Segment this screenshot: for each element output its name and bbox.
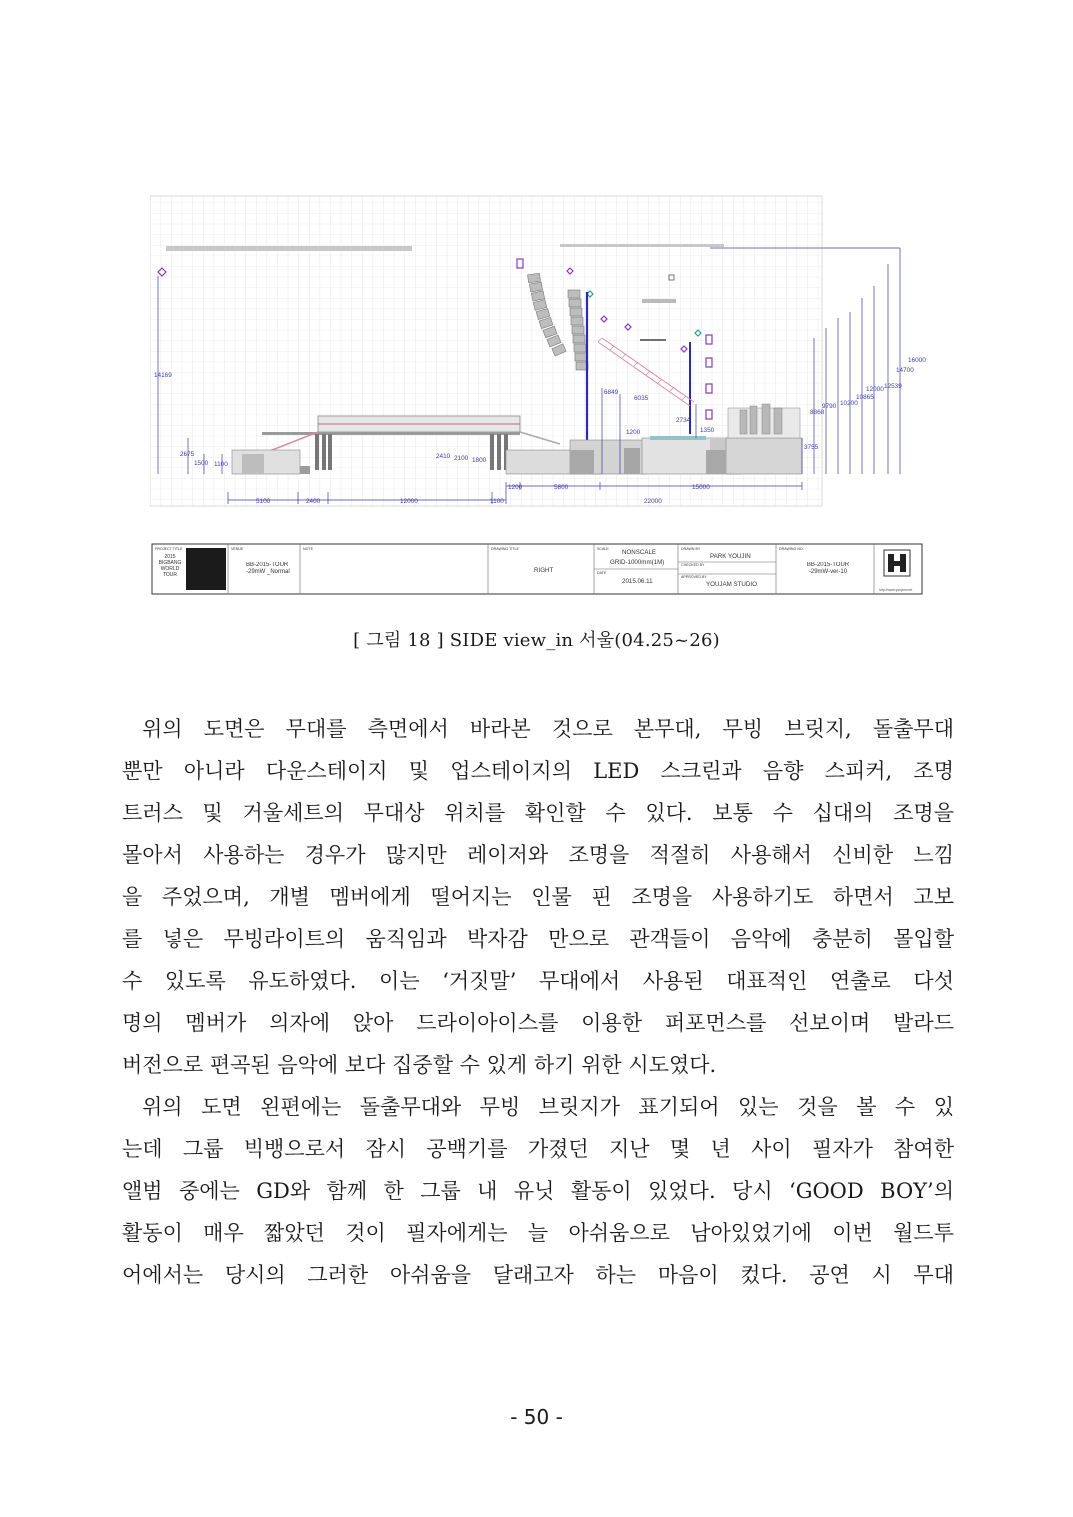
dim-b1200: 1200	[508, 484, 523, 491]
paragraph-line: 몰아서 사용하는 경우가 많지만 레이저와 조명을 적절히 사용해서 신비한 느낌	[122, 843, 954, 867]
dim-8868: 8868	[810, 409, 825, 416]
dim-2734: 2734	[676, 417, 691, 424]
dim-3755: 3755	[804, 444, 819, 451]
dim-10865: 10865	[856, 394, 874, 401]
drawn-by: PARK YOUJIN	[710, 553, 751, 560]
project-poster	[186, 548, 226, 590]
dim-b5800: 5800	[554, 484, 569, 491]
label-venue: VENUE	[231, 547, 244, 551]
paragraph-line: 트러스 및 거울세트의 무대상 위치를 확인할 수 있다. 보통 수 십대의 조명을	[122, 801, 954, 825]
dim-b22000: 22000	[644, 498, 662, 505]
paragraph-line: 명의 멤버가 의자에 앉아 드라이아이스를 이용한 퍼포먼스를 선보이며 발라드	[122, 1011, 954, 1035]
dim-1500: 1500	[194, 460, 209, 467]
paragraph-line: 버전으로 편곡된 음악에 보다 집중할 수 있게 하기 위한 시도였다.	[122, 1053, 717, 1077]
page-number: - 50 -	[510, 1405, 563, 1429]
figure-caption: [ 그림 18 ] SIDE view_in 서울(04.25~26)	[353, 630, 720, 651]
label-drawing-title: DRAWING TITLE	[491, 547, 519, 551]
body-text	[122, 708, 954, 1296]
title-block	[152, 544, 922, 594]
dim-12000: 12000	[866, 386, 884, 393]
dim-2675: 2675	[180, 451, 195, 458]
label-note: NOTE	[303, 547, 313, 551]
project-title: 2015 BIGBANG WORLD TOUR	[158, 554, 182, 578]
drawing-title: RIGHT	[534, 567, 554, 574]
paragraph-line: 를 넣은 무빙라이트의 움직임과 박자감 만으로 관객들이 음악에 충분히 몰입할	[122, 927, 954, 951]
grid-size: GRID-1000mm(1M)	[610, 559, 665, 566]
paragraph-line: 활동이 매우 짧았던 것이 필자에게는 늘 아쉬움으로 남아있었기에 이번 월드투	[122, 1221, 954, 1245]
stage-side-view-drawing	[150, 192, 926, 600]
paragraph-line: 위의 도면은 무대를 측면에서 바라본 것으로 본무대, 무빙 브릿지, 돌출무대	[142, 717, 954, 741]
dim-b12000: 12000	[400, 498, 418, 505]
dim-1100: 1100	[214, 461, 228, 468]
paragraph-line: 뿐만 아니라 다운스테이지 및 업스테이지의 LED 스크린과 음향 스피커, 조명	[122, 759, 954, 783]
dim-12539: 12539	[884, 383, 902, 390]
dim-1350: 1350	[700, 427, 715, 434]
dim-2410: 2410	[436, 453, 451, 460]
label-approved-by: APPROVED BY	[681, 575, 707, 579]
approved-by: YOUJAM STUDIO	[706, 581, 757, 588]
paragraph-line: 을 주었으며, 개별 멤버에게 떨어지는 인물 핀 조명을 사용하기도 하면서 고보	[122, 885, 954, 909]
dim-1800: 1800	[472, 457, 487, 464]
label-project-title: PROJECT TITLE	[155, 547, 183, 551]
label-drawn-by: DRAWN BY	[681, 547, 701, 551]
dim-16000: 16000	[908, 357, 926, 364]
label-date: DATE	[597, 571, 607, 575]
label-scale: SCALE	[597, 547, 609, 551]
dim-6035: 6035	[634, 395, 649, 402]
label-checked-by: CHECKED BY	[681, 563, 705, 567]
thrust-stage	[232, 450, 310, 474]
dim-14169: 14169	[154, 372, 172, 379]
drawing-number: BB-2015-TOUR -29mW-ver-10	[806, 562, 850, 575]
ceiling-truss-left	[166, 246, 412, 251]
dim-6849: 6849	[604, 389, 619, 396]
dim-1200: 1200	[626, 429, 641, 436]
dim-b5100: 5100	[256, 498, 271, 505]
studio-url: http://www.youjam.net	[879, 588, 913, 592]
dim-9790: 9790	[822, 403, 837, 410]
dim-b1100: 1100	[490, 498, 504, 505]
dim-2100: 2100	[454, 455, 469, 462]
venue: BB-2015-TOUR -29mW _Normal	[246, 562, 290, 575]
scale: NONSCALE	[622, 549, 657, 556]
dim-10200: 10200	[840, 400, 858, 407]
short-truss	[642, 299, 676, 303]
paragraph-line: 앨범 중에는 GD와 함께 한 그룹 내 유닛 활동이 있었다. 당시 ‘GOOD BOY’의	[122, 1179, 954, 1203]
dim-b15000: 15000	[692, 484, 710, 491]
dim-14700: 14700	[896, 367, 914, 374]
date: 2015.06.11	[622, 578, 653, 585]
paragraph-line: 어에서는 당시의 그러한 아쉬움을 달래고자 하는 마음이 컸다. 공연 시 무대	[122, 1263, 954, 1287]
label-drawing-no: DRAWING NO.	[779, 547, 804, 551]
drawing-svg	[150, 192, 926, 600]
paragraph-line: 는데 그룹 빅뱅으로서 잠시 공백기를 가졌던 지난 몇 년 사이 필자가 참여한	[122, 1137, 954, 1161]
paragraph-line: 위의 도면 왼편에는 돌출무대와 무빙 브릿지가 표기되어 있는 것을 볼 수 있	[142, 1095, 954, 1119]
dim-b2400: 2400	[306, 498, 321, 505]
paragraph-line: 수 있도록 유도하였다. 이는 ‘거짓말’ 무대에서 사용된 대표적인 연출로 다섯	[122, 969, 954, 993]
ceiling-truss-right	[560, 244, 724, 247]
